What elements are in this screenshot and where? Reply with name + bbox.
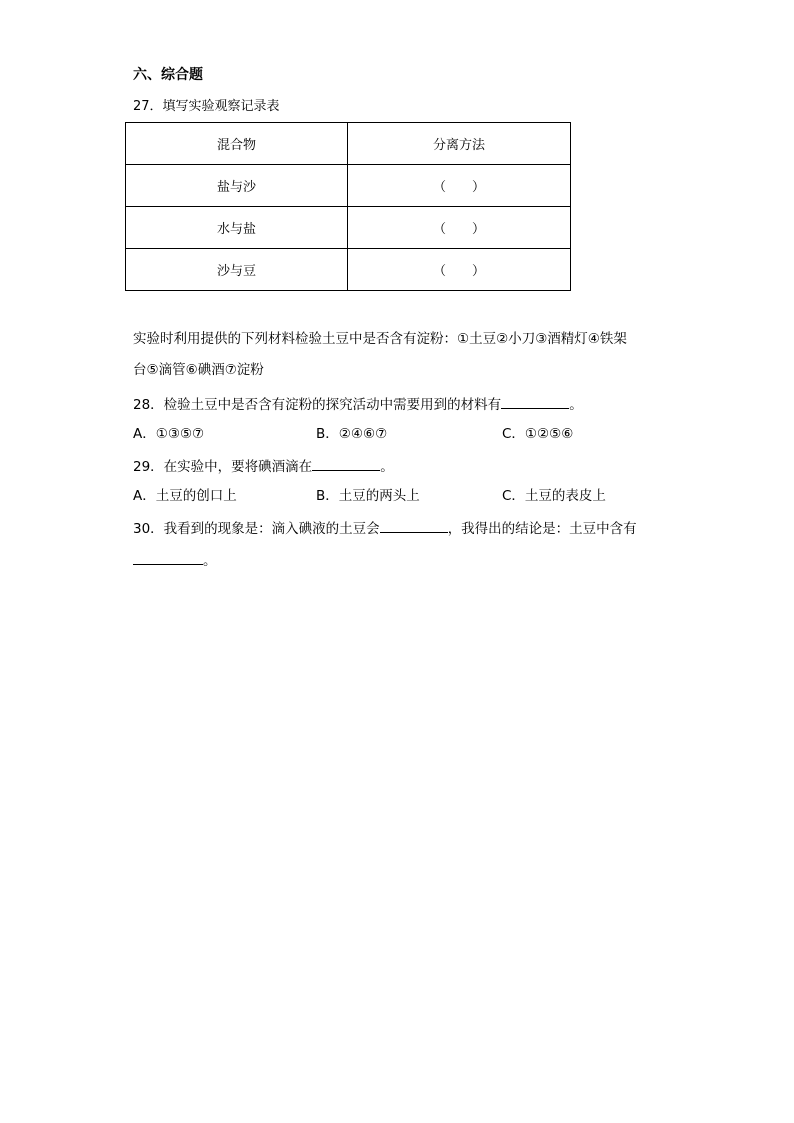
q29-option-c[interactable]: C．土豆的表皮上 — [502, 488, 606, 504]
question-28-end: 。 — [569, 397, 583, 413]
table-cell-method-blank[interactable]: （ ） — [348, 249, 571, 291]
intro-line-2: 台⑤滴管⑥碘酒⑦淀粉 — [133, 362, 264, 378]
table-row — [126, 165, 571, 207]
question-30-end: 。 — [203, 553, 217, 569]
q28-option-c[interactable]: C．①②⑤⑥ — [502, 426, 574, 442]
observation-record-table — [125, 122, 571, 291]
table-row — [126, 207, 571, 249]
question-29-text: 29．在实验中，要将碘酒滴在 — [133, 459, 313, 475]
q29-option-b[interactable]: B．土豆的两头上 — [316, 488, 420, 504]
question-27-title: 27．填写实验观察记录表 — [133, 99, 280, 114]
question-30-stem — [133, 516, 637, 540]
answer-blank[interactable] — [133, 548, 203, 565]
question-30-continuation — [133, 548, 217, 572]
table-header-method: 分离方法 — [348, 123, 571, 165]
question-28-text: 28．检验土豆中是否含有淀粉的探究活动中需要用到的材料有 — [133, 397, 502, 413]
table-header-mixture: 混合物 — [126, 123, 348, 165]
question-30-text-part1: 30．我看到的现象是：滴入碘液的土豆会 — [133, 521, 380, 537]
table-header-row — [126, 123, 571, 165]
answer-blank[interactable] — [312, 454, 380, 471]
table-cell-method-blank[interactable]: （ ） — [348, 165, 571, 207]
table-cell-method-blank[interactable]: （ ） — [348, 207, 571, 249]
question-29-stem — [133, 454, 394, 478]
answer-blank[interactable] — [380, 516, 448, 533]
table-cell-mixture: 盐与沙 — [126, 165, 348, 207]
q29-option-a[interactable]: A．土豆的创口上 — [133, 488, 237, 504]
table-cell-mixture: 水与盐 — [126, 207, 348, 249]
intro-line-1: 实验时利用提供的下列材料检验土豆中是否含有淀粉：①土豆②小刀③酒精灯④铁架 — [133, 331, 627, 347]
q28-option-a[interactable]: A．①③⑤⑦ — [133, 426, 205, 442]
section-title: 六、综合题 — [133, 67, 203, 83]
question-29-end: 。 — [380, 459, 394, 475]
q28-option-b[interactable]: B．②④⑥⑦ — [316, 426, 388, 442]
question-30-text-part2: ，我得出的结论是：土豆中含有 — [447, 521, 637, 537]
table-row — [126, 249, 571, 291]
question-28-stem — [133, 392, 583, 416]
table-cell-mixture: 沙与豆 — [126, 249, 348, 291]
answer-blank[interactable] — [501, 392, 569, 409]
